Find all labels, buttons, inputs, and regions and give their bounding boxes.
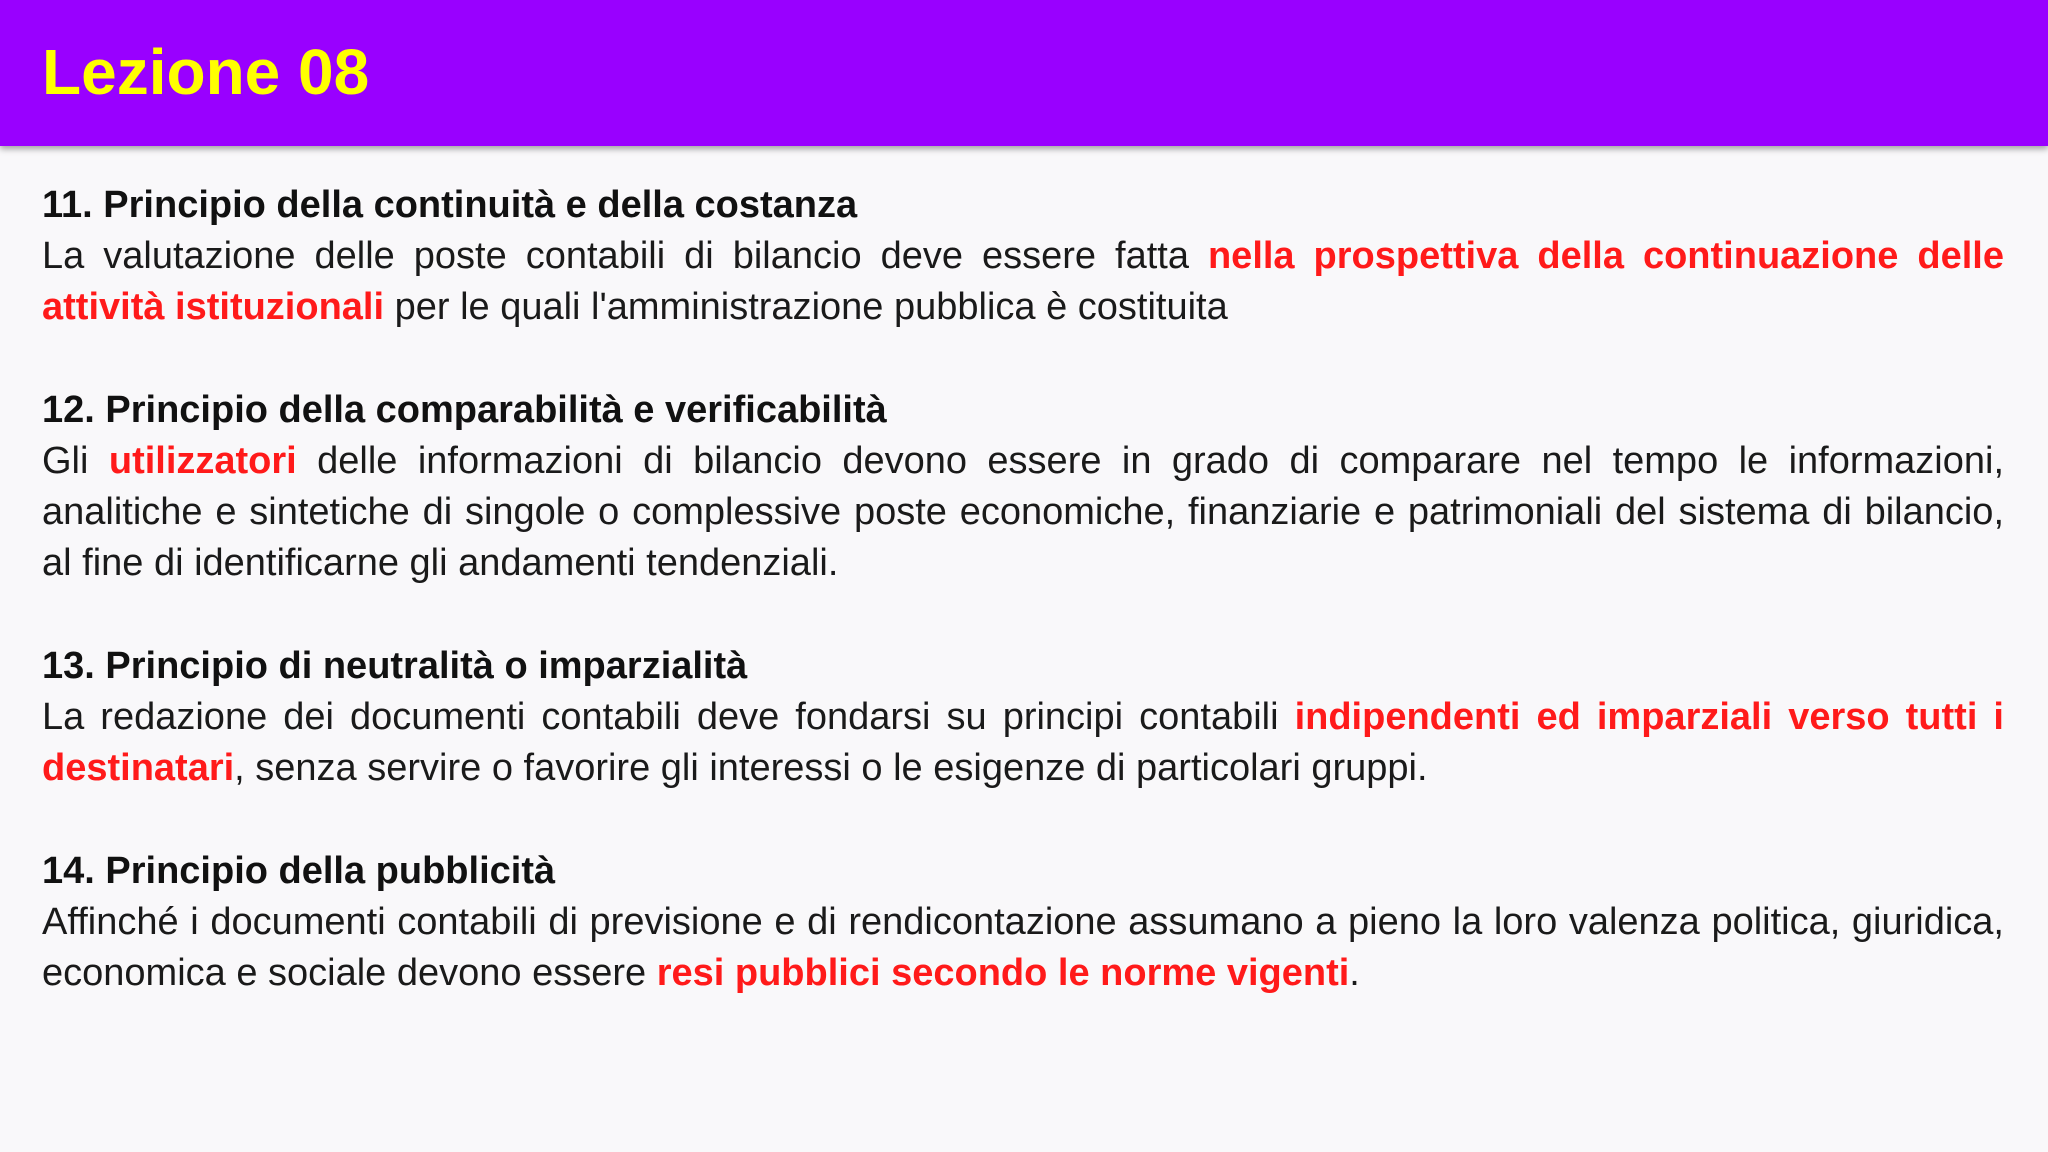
principle-14-highlight: resi pubblici secondo le norme vigenti <box>656 952 1350 994</box>
slide-title: Lezione 08 <box>42 36 370 108</box>
principle-14-title: 14. Principio della pubblicità <box>42 850 556 892</box>
principle-14-text-part1: Affinché i documenti contabili di previsione e di rendicontazione assumano a pieno la loro valenza politica, giuridica, economica e sociale devono essere <box>42 901 2004 994</box>
principle-13-text-part2: , senza servire o favorire gli interessi o le esigenze di particolari gruppi. <box>234 747 1428 789</box>
principle-12-text-part2: delle informazioni di bilancio devono essere in grado di comparare nel tempo le informazioni, analitiche e sintetiche di singole o complessive poste economiche, finanziarie e patrimoniali del sistema di bilancio, al fine di identificarne gli andamenti tendenziali. <box>42 440 2005 584</box>
principle-12-text-part1: Gli <box>42 440 109 482</box>
principle-13 <box>42 641 2004 794</box>
principle-12-title: 12. Principio della comparabilità e verificabilità <box>42 389 887 431</box>
slide-content <box>42 180 2004 1051</box>
principle-11-text-part1: La valutazione delle poste contabili di bilancio deve essere fatta <box>42 235 1208 277</box>
principle-14-text <box>42 897 2004 999</box>
principle-11-title: 11. Principio della continuità e della costanza <box>42 184 858 226</box>
principle-11-text-part2: per le quali l'amministrazione pubblica è costituita <box>384 286 1228 328</box>
principle-13-text-part1: La redazione dei documenti contabili deve fondarsi su principi contabili <box>42 696 1295 738</box>
principle-11-text <box>42 231 2004 333</box>
principle-11 <box>42 180 2004 333</box>
principle-13-highlight: indipendenti ed imparziali verso tutti i destinatari <box>42 696 2004 789</box>
principle-11-highlight: nella prospettiva della continuazione delle attività istituzionali <box>42 235 2004 328</box>
principle-13-text <box>42 692 2004 794</box>
principle-14 <box>42 846 2004 999</box>
principle-12-highlight: utilizzatori <box>108 440 297 482</box>
principle-12-text <box>42 436 2004 589</box>
principle-14-text-part2: . <box>1349 952 1360 994</box>
slide-header <box>0 0 2048 146</box>
principle-12 <box>42 385 2004 589</box>
principle-13-title: 13. Principio di neutralità o imparzialità <box>42 645 748 687</box>
